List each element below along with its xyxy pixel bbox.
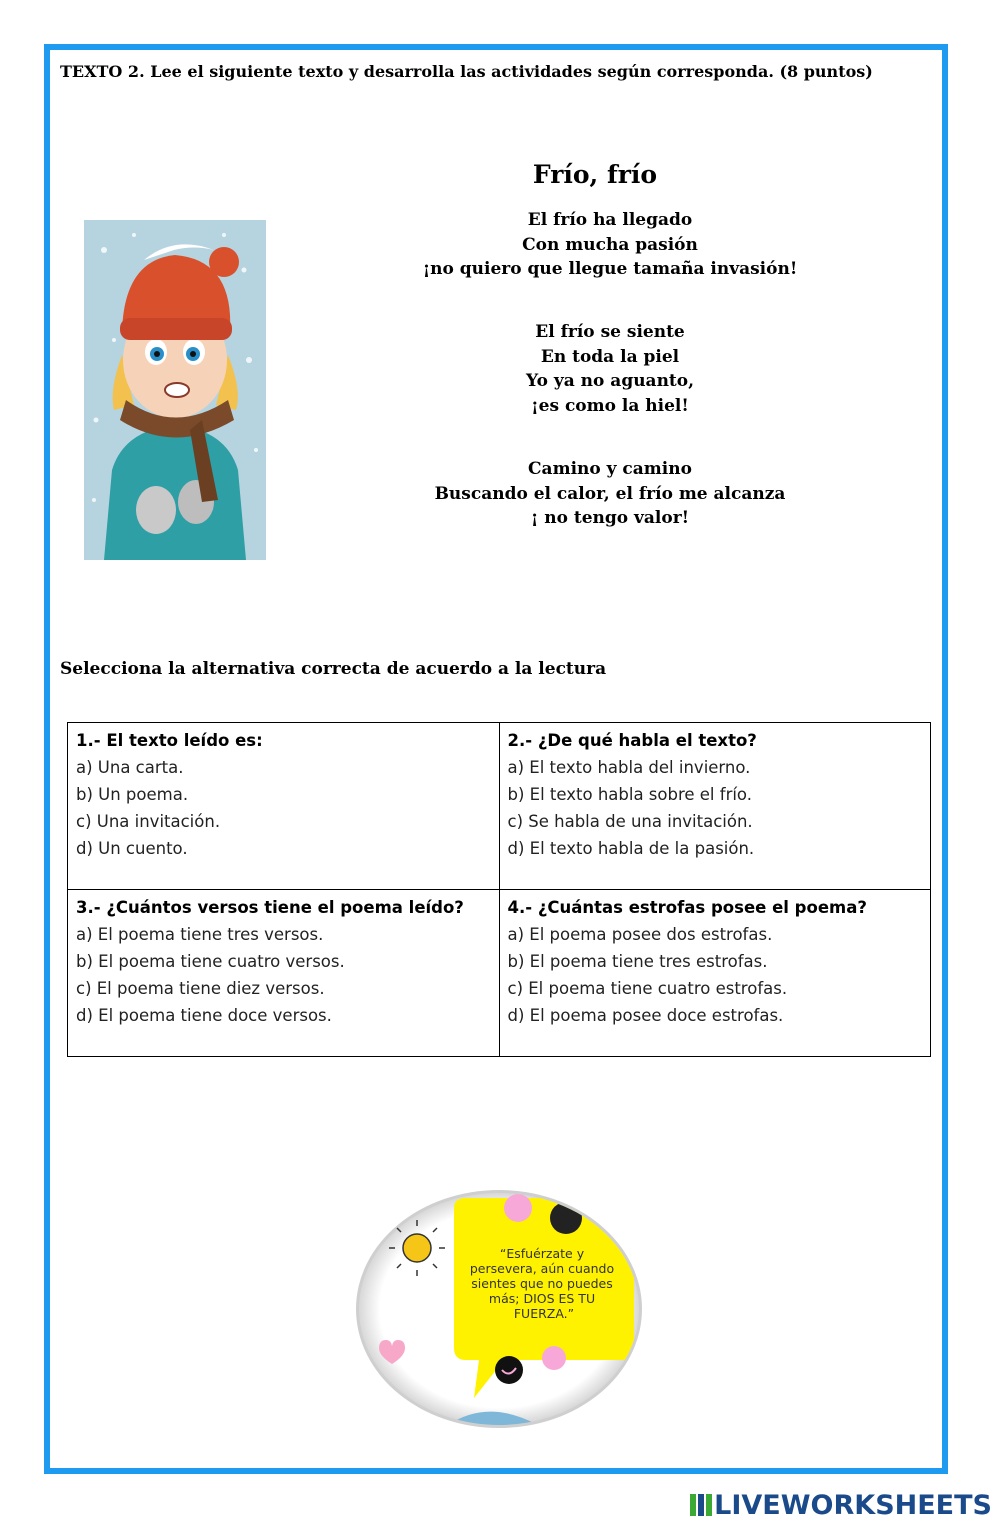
liveworksheets-mark-icon <box>690 1492 712 1518</box>
quote-line: sientes que no puedes <box>471 1276 613 1291</box>
quote-line: FUERZA.” <box>513 1306 575 1321</box>
question-cell-4 <box>499 890 931 1057</box>
answer-option[interactable]: a) El poema tiene tres versos. <box>76 925 324 944</box>
question-title: 4.- ¿Cuántas estrofas posee el poema? <box>507 898 867 917</box>
instructions-text: TEXTO 2. Lee el siguiente texto y desarrolla las actividades según corresponda. (8 puntos) <box>60 62 873 81</box>
answer-option[interactable]: c) El poema tiene cuatro estrofas. <box>507 979 788 998</box>
answer-option[interactable]: b) El poema tiene tres estrofas. <box>507 952 768 971</box>
answer-option[interactable]: c) El poema tiene diez versos. <box>76 979 325 998</box>
answer-option[interactable]: a) Una carta. <box>76 758 184 777</box>
poem-verse: ¡es como la hiel! <box>531 395 689 416</box>
question-cell-1 <box>68 723 500 890</box>
motivational-badge <box>354 1188 644 1430</box>
answer-option[interactable]: a) El texto habla del invierno. <box>507 758 751 777</box>
poem-stanza-1 <box>380 208 840 282</box>
cold-girl-illustration <box>84 220 266 560</box>
liveworksheets-logo <box>690 1490 992 1520</box>
poem-verse: El frío se siente <box>535 322 685 342</box>
brand-name: LIVEWORKSHEETS <box>714 1489 992 1521</box>
answer-option[interactable]: b) Un poema. <box>76 785 189 804</box>
answer-option[interactable]: d) El poema posee doce estrofas. <box>507 1006 784 1025</box>
question-title: 3.- ¿Cuántos versos tiene el poema leído? <box>76 898 464 917</box>
question-title: 2.- ¿De qué habla el texto? <box>507 731 757 750</box>
quiz-table <box>67 722 931 1057</box>
poem-verse: Camino y camino <box>528 459 692 479</box>
poem-verse: ¡ no tengo valor! <box>530 508 690 528</box>
poem-verse: El frío ha llegado <box>527 210 693 230</box>
poem-stanza-3 <box>380 457 840 531</box>
poem-verse: Buscando el calor, el frío me alcanza <box>434 483 786 504</box>
quote-line: persevera, aún cuando <box>469 1261 615 1276</box>
poem-verse: Yo ya no aguanto, <box>525 371 695 391</box>
answer-option[interactable]: b) El texto habla sobre el frío. <box>507 785 752 804</box>
quote-line: más; DIOS ES TU <box>488 1291 596 1306</box>
question-cell-3 <box>68 890 500 1057</box>
select-heading: Selecciona la alternativa correcta de acuerdo a la lectura <box>60 659 607 679</box>
poem-verse: ¡no quiero que llegue tamaña invasión! <box>422 259 798 279</box>
answer-option[interactable]: b) El poema tiene cuatro versos. <box>76 952 345 971</box>
answer-option[interactable]: d) El texto habla de la pasión. <box>507 839 755 858</box>
answer-option[interactable]: a) El poema posee dos estrofas. <box>507 925 773 944</box>
poem-verse: En toda la piel <box>540 346 680 367</box>
poem-title: Frío, frío <box>532 160 658 189</box>
quote-line: “Esfuérzate y <box>499 1246 585 1261</box>
question-title: 1.- El texto leído es: <box>76 731 263 750</box>
poem-stanza-2 <box>380 320 840 418</box>
answer-option[interactable]: c) Se habla de una invitación. <box>507 812 753 831</box>
poem-verse: Con mucha pasión <box>522 234 698 255</box>
answer-option[interactable]: d) El poema tiene doce versos. <box>76 1006 332 1025</box>
answer-option[interactable]: c) Una invitación. <box>76 812 221 831</box>
question-cell-2 <box>499 723 931 890</box>
answer-option[interactable]: d) Un cuento. <box>76 839 188 858</box>
